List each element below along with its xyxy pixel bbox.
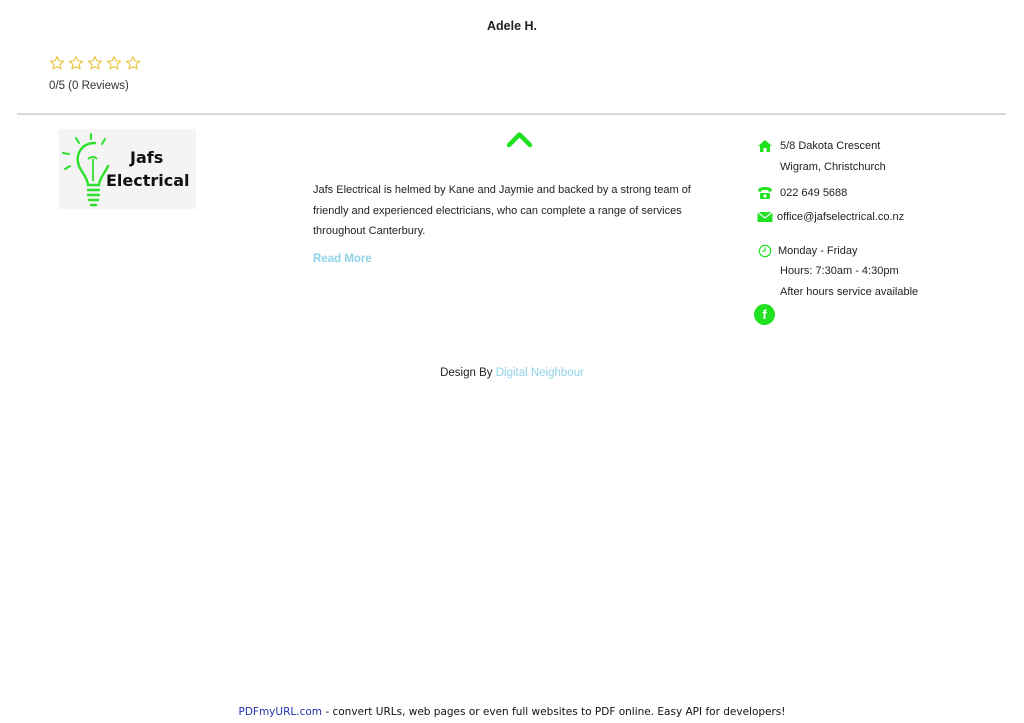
star-icon [87,55,103,71]
design-credit [0,367,1024,379]
hours-row [757,244,857,258]
section-divider [17,113,1006,115]
email-row[interactable] [757,210,904,224]
home-icon [757,139,773,153]
phone-icon [757,186,773,200]
reviewer-name: Adele H. [486,19,537,33]
lightbulb-icon [59,129,196,209]
after-hours-note: After hours service available [780,286,919,298]
address-line-2: Wigram, Christchurch [780,161,886,173]
logo-text-primary: Jafs [130,148,164,167]
email-address: office@jafselectrical.co.nz [777,211,905,223]
star-icon [68,55,84,71]
read-more-link[interactable]: Read More [313,253,372,265]
rating-summary: 0/5 (0 Reviews) [49,80,129,92]
business-hours: Hours: 7:30am - 4:30pm [780,265,899,277]
scroll-to-top-button[interactable] [506,130,533,148]
facebook-icon[interactable]: f [754,304,775,325]
digital-neighbour-link[interactable]: Digital Neighbour [495,367,584,379]
star-icon [49,55,65,71]
pdf-footer [0,706,1024,718]
star-icon [106,55,122,71]
mail-icon [757,210,773,224]
chevron-up-icon [506,130,533,148]
design-credit-prefix: Design By [440,367,493,379]
address-line-1: 5/8 Dakota Crescent [780,140,881,152]
pdf-footer-text: - convert URLs, web pages or even full websites to PDF online. Easy API for developers! [322,706,786,718]
star-icon [125,55,141,71]
address-row [757,139,880,153]
logo-text-secondary: Electrical [106,171,190,190]
phone-number: 022 649 5688 [780,187,848,199]
company-description: Jafs Electrical is helmed by Kane and Jaymie and backed by a strong team of friendly and experienced electricians, who can complete a range of services throughout Canterbury. [313,184,691,237]
clock-icon [757,244,773,258]
company-logo[interactable] [59,129,196,209]
star-rating [49,55,141,71]
phone-row[interactable] [757,186,847,200]
business-days: Monday - Friday [778,245,858,257]
pdfmyurl-link[interactable]: PDFmyURL.com [238,706,322,718]
